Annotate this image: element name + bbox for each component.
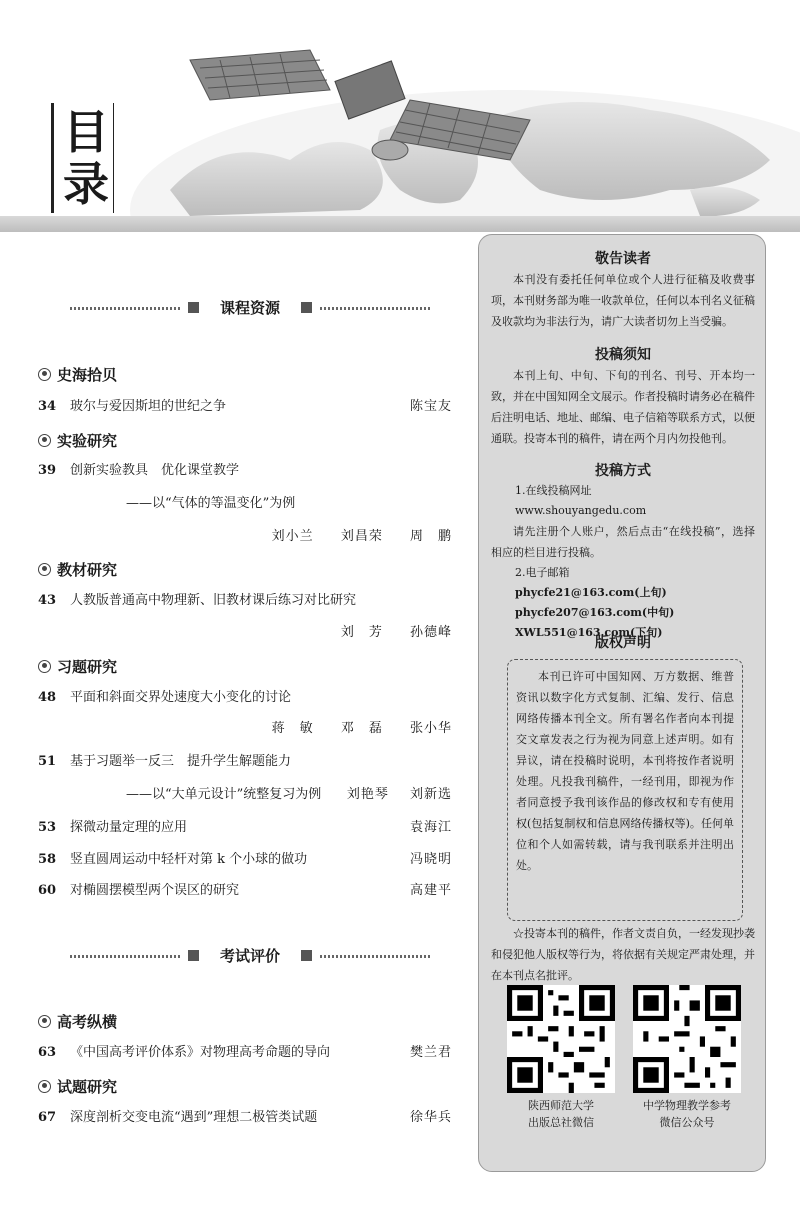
qr-code-icon <box>633 985 741 1093</box>
category-heading <box>38 429 117 451</box>
article-title: 《中国高考评价体系》对物理高考命题的导向 <box>70 1045 331 1060</box>
notice-panel <box>478 234 766 1172</box>
panel-heading: 版权声明 <box>595 635 651 651</box>
author: 刘 芳 <box>340 625 383 640</box>
article-title: 平面和斜面交界处速度大小变化的讨论 <box>70 690 292 705</box>
circle-bullet-icon <box>38 1080 51 1093</box>
page-header <box>0 0 800 232</box>
panel-text: 2.电子邮箱 <box>515 566 570 579</box>
page-title-char-2: 录 <box>63 157 109 211</box>
author: 刘昌荣 <box>340 529 383 544</box>
article-subtitle: ——以“大单元设计”统整复习为例 <box>126 787 322 802</box>
article-authors <box>341 623 452 643</box>
category-heading <box>38 363 117 385</box>
author: 刘艳琴 <box>346 787 389 802</box>
category-heading <box>38 1010 117 1032</box>
toc-authors-row <box>38 527 452 547</box>
category-heading <box>38 655 117 677</box>
article-title: 创新实验教具 优化课堂教学 <box>70 463 240 478</box>
author: 邓 磊 <box>340 721 383 736</box>
page-number: 53 <box>38 820 57 835</box>
circle-bullet-icon <box>38 660 51 673</box>
article-title: 对椭圆摆模型两个误区的研究 <box>70 883 240 898</box>
banner-square <box>188 950 199 961</box>
email-link[interactable]: XWL551@163.com(下旬) <box>515 626 663 639</box>
article-author: 樊兰君 <box>409 1045 452 1060</box>
banner-dotted-line <box>70 307 180 310</box>
page-number: 60 <box>38 883 57 898</box>
article-author: 冯晓明 <box>409 852 452 867</box>
world-map-satellite-illustration <box>130 40 800 220</box>
circle-bullet-icon <box>38 1015 51 1028</box>
author: 蒋 敏 <box>271 721 314 736</box>
banner-square <box>301 950 312 961</box>
panel-heading: 投稿方式 <box>595 463 651 479</box>
qr-caption <box>491 1097 631 1131</box>
banner-square <box>188 302 199 313</box>
copyright-notice: 本刊已许可中国知网、万方数据、维普资讯以数字化方式复制、汇编、发行、信息网络传播本刊全文。所有署名作者向本刊提交文章发表之行为视为同意上述声明。如有异议，请在投稿时说明，本刊将按作者说明处理。凡投我刊稿件，一经刊用，即视为作者同意授予我刊该作品的修改权和专有使用权(包括复制权和信息网络传播权等)。任何单位和个人如需转载，请与我刊联系并注明出处。 <box>507 659 743 921</box>
article-title: 玻尔与爱因斯坦的世纪之争 <box>70 399 227 414</box>
category-label: 教材研究 <box>57 560 118 579</box>
toc-entry[interactable] <box>38 1108 452 1128</box>
banner-dotted-line <box>320 307 430 310</box>
author: 孙德峰 <box>409 625 452 640</box>
toc-entry[interactable] <box>38 881 452 901</box>
category-label: 试题研究 <box>57 1077 118 1096</box>
panel-heading: 投稿须知 <box>595 347 651 363</box>
email-link[interactable]: phycfe21@163.com(上旬) <box>515 586 667 599</box>
article-authors <box>347 785 452 805</box>
article-title: 深度剖析交变电流“遇到”理想二极管类试题 <box>70 1110 318 1125</box>
banner-dotted-line <box>70 955 180 958</box>
category-heading <box>38 1075 117 1097</box>
toc-entry[interactable] <box>38 818 452 838</box>
page-number: 43 <box>38 593 57 608</box>
banner-square <box>301 302 312 313</box>
toc-entry[interactable] <box>38 850 452 870</box>
category-label: 史海拾贝 <box>57 365 118 384</box>
article-authors <box>272 527 452 547</box>
page-number: 67 <box>38 1110 57 1125</box>
panel-text: 本刊上旬、中旬、下旬的刊名、刊号、开本均一致，并在中国知网全文展示。作者投稿时请务必在稿件后注明电话、地址、邮编、电子信箱等联系方式，以便通联。投寄本刊的稿件，请在两个月内勿投他刊。 <box>491 369 755 445</box>
submission-url-link[interactable]: www.shouyangedu.com <box>515 504 647 517</box>
article-author: 高建平 <box>409 883 452 898</box>
qr-caption-line: 中学物理教学参考 <box>643 1099 731 1112</box>
qr-caption-line: 微信公众号 <box>659 1116 715 1129</box>
panel-text: 请先注册个人账户，然后点击“在线投稿”，选择相应的栏目进行投稿。 <box>491 525 755 559</box>
article-title: 基于习题举一反三 提升学生解题能力 <box>70 754 292 769</box>
article-authors <box>272 719 452 739</box>
page-number: 48 <box>38 690 57 705</box>
circle-bullet-icon <box>38 563 51 576</box>
toc-entry[interactable] <box>38 397 452 417</box>
page-number: 39 <box>38 463 57 478</box>
author: 张小华 <box>409 721 452 736</box>
toc-entry[interactable] <box>38 752 452 772</box>
panel-text: 1.在线投稿网址 <box>515 484 592 497</box>
toc-authors-row <box>38 623 452 643</box>
qr-caption-line: 出版总社微信 <box>528 1116 594 1129</box>
author: 周 鹏 <box>409 529 452 544</box>
page-number: 58 <box>38 852 57 867</box>
page-title-char-1: 目 <box>63 105 109 159</box>
toc-entry[interactable] <box>38 688 452 708</box>
article-title: 竖直圆周运动中轻杆对第 k 个小球的做功 <box>70 852 308 867</box>
toc-authors-row <box>38 719 452 739</box>
article-author: 袁海江 <box>409 820 452 835</box>
toc-entry[interactable] <box>38 591 452 611</box>
panel-heading: 敬告读者 <box>595 251 651 267</box>
article-title: 探微动量定理的应用 <box>70 820 188 835</box>
section-banner-course <box>70 297 430 319</box>
article-subtitle: ——以“气体的等温变化”为例 <box>126 496 296 511</box>
section-title: 课程资源 <box>219 299 280 317</box>
toc-subtitle-row <box>38 785 452 805</box>
category-label: 习题研究 <box>57 657 118 676</box>
section-title: 考试评价 <box>219 947 280 965</box>
warning-text: ☆投寄本刊的稿件，作者文责自负，一经发现抄袭和侵犯他人版权等行为，将依据有关规定严肃处理，并在本刊点名批评。 <box>491 927 755 982</box>
page-number: 51 <box>38 754 57 769</box>
author: 刘新选 <box>409 787 452 802</box>
category-label: 实验研究 <box>57 431 118 450</box>
section-banner-exam <box>70 945 430 967</box>
article-author: 陈宝友 <box>409 399 452 414</box>
qr-caption-line: 陕西师范大学 <box>528 1099 594 1112</box>
article-title: 人教版普通高中物理新、旧教材课后练习对比研究 <box>70 593 357 608</box>
toc-entry[interactable] <box>38 1043 452 1063</box>
page-number: 63 <box>38 1045 57 1060</box>
title-rule-thin <box>113 103 114 213</box>
qr-code-icon <box>507 985 615 1093</box>
email-link[interactable]: phycfe207@163.com(中旬) <box>515 606 675 619</box>
qr-caption <box>617 1097 757 1131</box>
title-rule <box>51 103 54 213</box>
category-label: 高考纵横 <box>57 1012 118 1031</box>
article-author: 徐华兵 <box>409 1110 452 1125</box>
category-heading <box>38 558 117 580</box>
panel-text: 本刊没有委托任何单位或个人进行征稿及收费事项，本刊财务部为唯一收款单位，任何以本刊名义征稿及收款均为非法行为，请广大读者切勿上当受骗。 <box>491 273 755 328</box>
author: 刘小兰 <box>271 529 314 544</box>
circle-bullet-icon <box>38 368 51 381</box>
header-band <box>0 216 800 232</box>
banner-dotted-line <box>320 955 430 958</box>
toc-entry[interactable] <box>38 461 452 481</box>
page-number: 34 <box>38 399 57 414</box>
circle-bullet-icon <box>38 434 51 447</box>
